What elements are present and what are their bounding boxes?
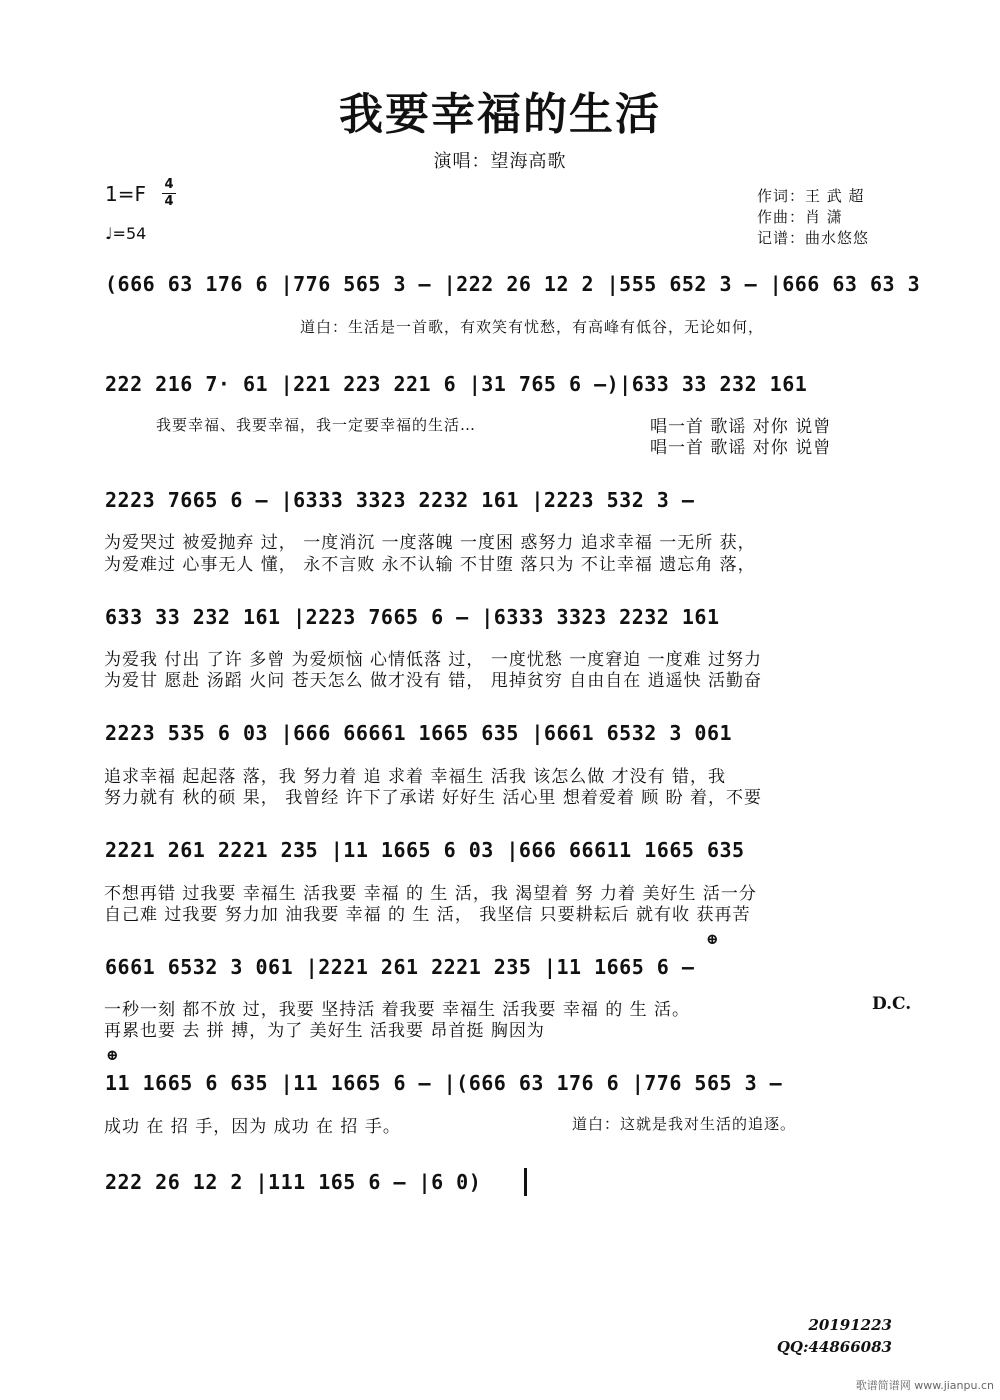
notation-line-3: 2223 7665 6 – |6333 3323 2232 161 |2223 532 3 – (105, 488, 695, 512)
lyric-line-4b: 为爱甘 愿赴 汤蹈 火问 苍天怎么 做才没有 错， 甩掉贫穷 自由自在 逍遥快 活勤奋 (104, 671, 763, 691)
coda-sign-2: ⊕ (106, 1046, 119, 1064)
transcriber-credit: 记谱：曲水悠悠 (757, 229, 870, 247)
notation-line-5: 2223 535 6 03 |666 66661 1665 635 |6661 6532 3 061 (105, 721, 733, 745)
notation-line-9: 222 26 12 2 |111 165 6 – |6 0) (105, 1170, 482, 1194)
notation-line-2: 222 216 7· 61 |221 223 221 6 |31 765 6 –)|633 33 232 161 (105, 372, 808, 396)
lyric-line-4a: 为爱我 付出 了许 多曾 为爱烦恼 心情低落 过， 一度忧愁 一度窘迫 一度难 过努力 (104, 650, 763, 670)
dialog-line-8: 道白：这就是我对生活的追逐。 (572, 1115, 797, 1133)
lyric-line-3a: 为爱哭过 被爱抛弃 过， 一度消沉 一度落魄 一度困 惑努力 追求幸福 一无所 获， (104, 533, 756, 553)
lyric-line-2b: 唱一首 歌谣 对你 说曾 (650, 438, 832, 458)
lyric-line-7a: 一秒一刻 都不放 过，我要 坚持活 着我要 幸福生 活我要 幸福 的 生 活。 (104, 1000, 691, 1020)
final-barline (524, 1168, 527, 1196)
lyric-line-5b: 努力就有 秋的硕 果， 我曾经 许下了承诺 好好生 活心里 想着爱着 顾 盼 着，不要 (104, 788, 763, 808)
signature-block (777, 1314, 892, 1358)
dc-mark: D.C. (872, 994, 912, 1014)
lyricist-credit: 作词：王 武 超 (757, 187, 865, 205)
time-signature (162, 178, 176, 209)
signature-qq: QQ:44866083 (776, 1338, 892, 1356)
lyric-line-7b: 再累也要 去 拼 搏，为了 美好生 活我要 昂首挺 胸因为 (104, 1021, 545, 1041)
lyric-line-2a: 唱一首 歌谣 对你 说曾 (650, 417, 832, 437)
notation-line-1: (666 63 176 6 |776 565 3 – |222 26 12 2 |555 652 3 – |666 63 63 3 (105, 272, 921, 296)
notation-line-8: 11 1665 6 635 |11 1665 6 – |(666 63 176 6 |776 565 3 – (105, 1071, 783, 1095)
time-signature-bottom: 4 (164, 194, 174, 209)
notation-line-7: 6661 6532 3 061 |2221 261 2221 235 |11 1665 6 – (105, 955, 695, 979)
notation-line-4: 633 33 232 161 |2223 7665 6 – |6333 3323 2232 161 (105, 605, 720, 629)
watermark: 歌谱简谱网 www.jianpu.cn (855, 1379, 994, 1392)
composer-credit: 作曲：肖 潇 (757, 208, 843, 226)
singer-credit: 演唱：望海高歌 (433, 151, 567, 172)
dialog-line-2: 我要幸福、我要幸福，我一定要幸福的生活… (156, 416, 477, 434)
lyric-line-6b: 自己难 过我要 努力加 油我要 幸福 的 生 活， 我坚信 只要耕耘后 就有收 获再苦 (104, 905, 751, 925)
lyric-line-5a: 追求幸福 起起落 落，我 努力着 追 求着 幸福生 活我 该怎么做 才没有 错，我 (104, 767, 727, 787)
tempo-marking: ♩=54 (105, 224, 147, 243)
key-signature: 1=F (105, 182, 146, 206)
time-signature-top: 4 (164, 177, 174, 192)
credits-block (757, 186, 869, 249)
lyric-line-6a: 不想再错 过我要 幸福生 活我要 幸福 的 生 活，我 渴望着 努 力着 美好生 活一分 (104, 884, 757, 904)
page-title: 我要幸福的生活 (339, 89, 661, 140)
lyric-line-3b: 为爱难过 心事无人 懂， 永不言败 永不认输 不甘堕 落只为 不让幸福 遗忘角 落， (104, 555, 756, 575)
notation-line-6: 2221 261 2221 235 |11 1665 6 03 |666 66611 1665 635 (105, 838, 745, 862)
signature-date: 20191223 (808, 1316, 892, 1334)
coda-sign: ⊕ (706, 930, 719, 948)
dialog-line-1: 道白：生活是一首歌，有欢笑有忧愁，有高峰有低谷，无论如何， (300, 318, 765, 336)
lyric-line-8a: 成功 在 招 手，因为 成功 在 招 手。 (104, 1117, 401, 1137)
